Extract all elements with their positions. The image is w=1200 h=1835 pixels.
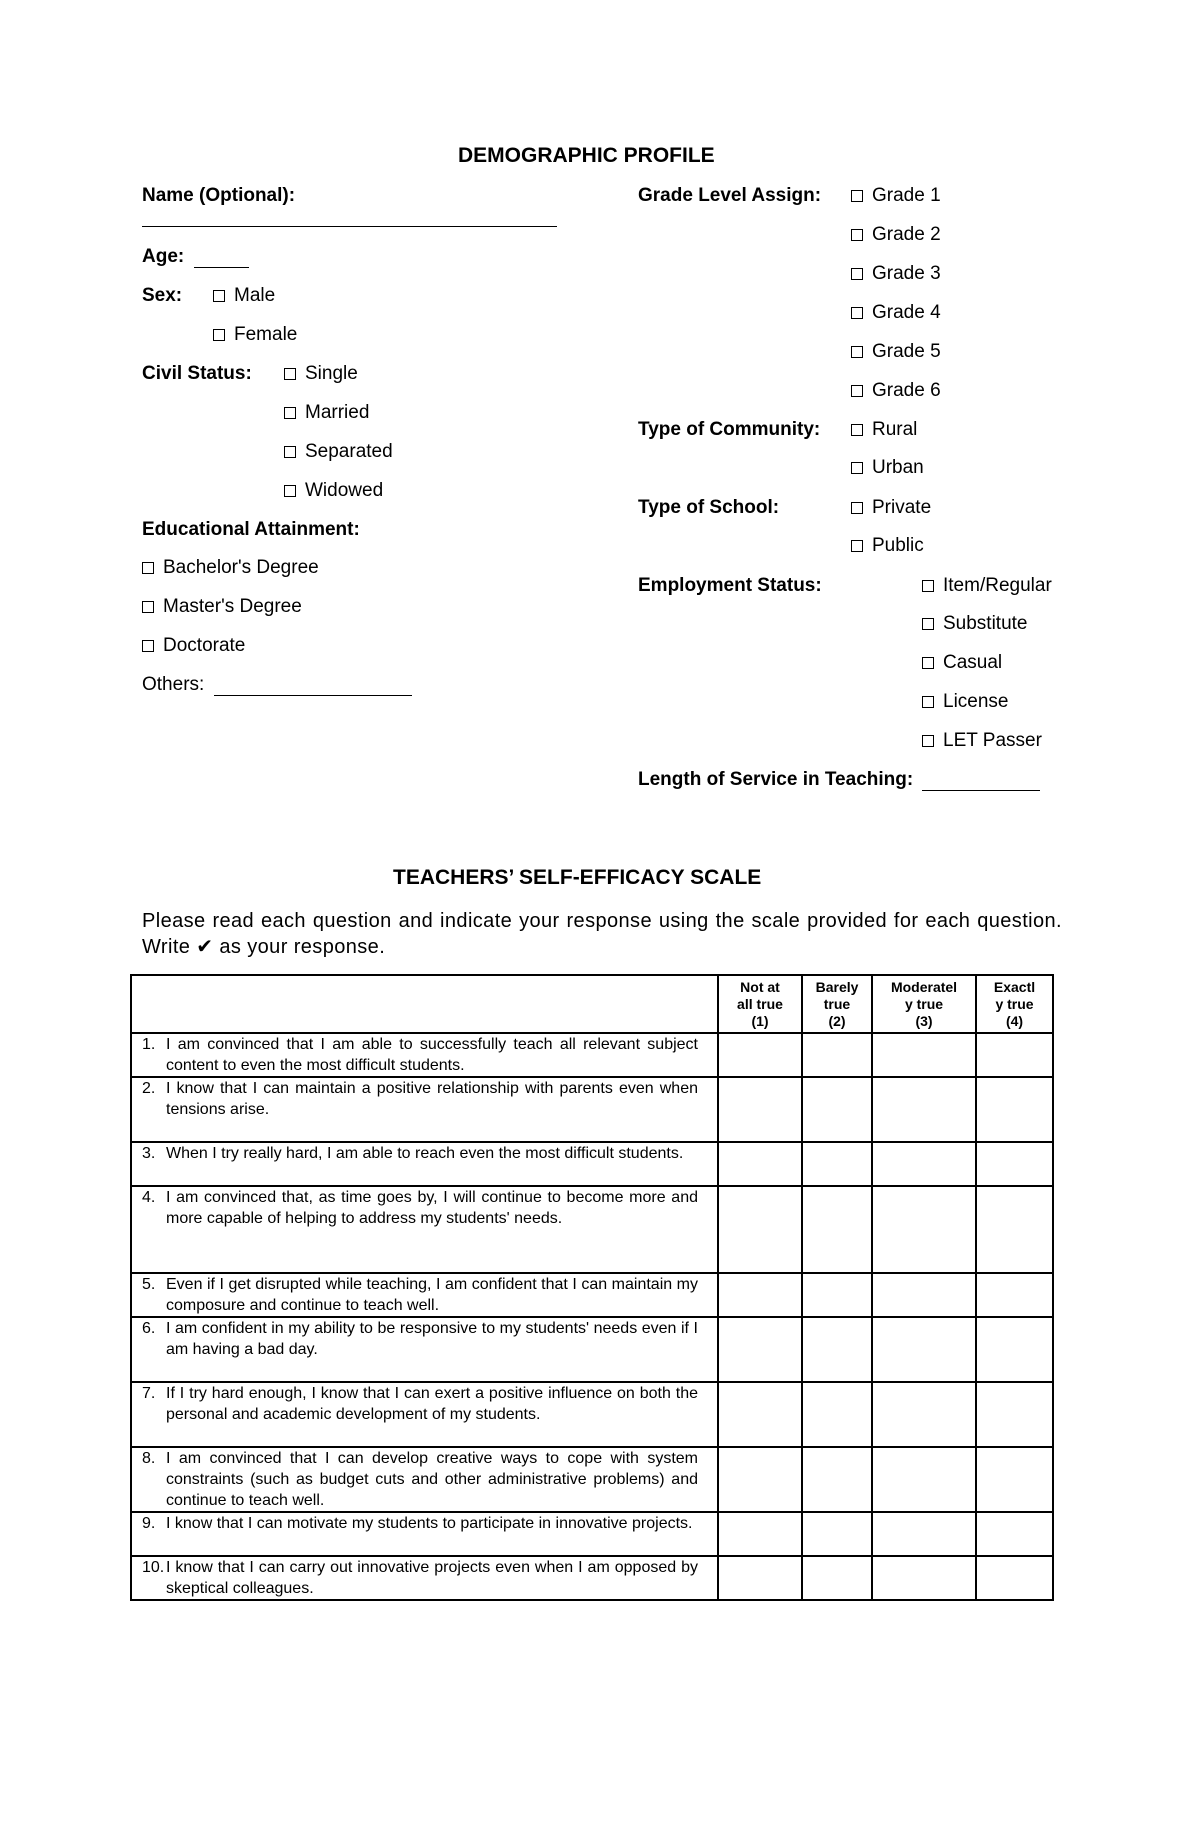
table-row [131,1142,1053,1186]
response-cell-4[interactable] [976,1556,1053,1600]
response-cell-1[interactable] [718,1512,802,1556]
scale-instruction: Please read each question and indicate your response using the scale provided for each question. Write ✔ as your response. [142,910,1062,958]
question-cell: 2. I know that I can maintain a positive relationship with parents even when tensions arise. [131,1077,718,1142]
table-row [131,1382,1053,1447]
checkbox-icon[interactable] [284,407,296,419]
table-row [131,1273,1053,1317]
response-cell-1[interactable] [718,1186,802,1273]
response-cell-3[interactable] [872,1077,976,1142]
checkbox-icon[interactable] [922,657,934,669]
civil-option-married[interactable]: Married [284,402,369,424]
service-blank[interactable] [922,772,1040,791]
response-cell-4[interactable] [976,1317,1053,1382]
employment-option-casual[interactable]: Casual [922,652,1002,674]
response-cell-3[interactable] [872,1512,976,1556]
age-label: Age: [142,246,185,267]
response-cell-3[interactable] [872,1186,976,1273]
response-cell-3[interactable] [872,1033,976,1077]
response-cell-2[interactable] [802,1556,872,1600]
response-cell-4[interactable] [976,1447,1053,1512]
checkbox-icon[interactable] [922,735,934,747]
employment-option-license[interactable]: License [922,691,1009,713]
civil-option-single[interactable]: Single [284,363,358,385]
response-cell-2[interactable] [802,1142,872,1186]
checkbox-icon[interactable] [851,190,863,202]
community-option-rural[interactable]: Rural [851,419,917,441]
others-label: Others: [142,674,205,695]
age-blank[interactable] [194,249,249,268]
scale-title: TEACHERS’ SELF-EFFICACY SCALE [393,866,762,889]
response-cell-3[interactable] [872,1556,976,1600]
community-option-urban[interactable]: Urban [851,457,924,479]
response-cell-3[interactable] [872,1142,976,1186]
self-efficacy-table [130,974,1054,1601]
name-blank[interactable] [142,208,557,227]
community-label: Type of Community: [638,419,821,440]
response-cell-3[interactable] [872,1447,976,1512]
question-cell: 5. Even if I get disrupted while teaching, I am confident that I can maintain my composure and continue to teach well. [131,1273,718,1317]
question-cell: 1. I am convinced that I am able to successfully teach all relevant subject content to even the most difficult students. [131,1033,718,1077]
checkbox-icon[interactable] [922,696,934,708]
sex-option-female[interactable]: Female [213,324,297,346]
response-cell-1[interactable] [718,1033,802,1077]
table-row [131,1033,1053,1077]
response-cell-2[interactable] [802,1077,872,1142]
response-cell-1[interactable] [718,1317,802,1382]
sex-option-male[interactable]: Male [213,285,275,307]
table-row [131,1317,1053,1382]
employment-label: Employment Status: [638,575,822,596]
demographic-title: DEMOGRAPHIC PROFILE [458,144,715,167]
question-cell: 10. I know that I can carry out innovative projects even when I am opposed by skeptical colleagues. [131,1556,718,1600]
header-scale-2: Barely true (2) [802,975,872,1033]
table-row [131,1512,1053,1556]
question-cell: 6. I am confident in my ability to be responsive to my students' needs even if I am having a bad day. [131,1317,718,1382]
response-cell-4[interactable] [976,1382,1053,1447]
response-cell-3[interactable] [872,1317,976,1382]
response-cell-1[interactable] [718,1382,802,1447]
question-cell: 9. I know that I can motivate my students to participate in innovative projects. [131,1512,718,1556]
response-cell-2[interactable] [802,1273,872,1317]
checkbox-icon[interactable] [284,485,296,497]
checkbox-icon[interactable] [851,229,863,241]
response-cell-4[interactable] [976,1186,1053,1273]
response-cell-4[interactable] [976,1033,1053,1077]
checkbox-icon[interactable] [851,424,863,436]
sex-label: Sex: [142,285,183,306]
checkbox-icon[interactable] [851,540,863,552]
grade-option-6[interactable]: Grade 6 [851,380,941,402]
table-row [131,1556,1053,1600]
response-cell-4[interactable] [976,1077,1053,1142]
grade-level-label: Grade Level Assign: [638,185,822,206]
response-cell-2[interactable] [802,1382,872,1447]
response-cell-4[interactable] [976,1512,1053,1556]
response-cell-2[interactable] [802,1512,872,1556]
service-label: Length of Service in Teaching: [638,769,914,790]
question-cell: 7. If I try hard enough, I know that I can exert a positive influence on both the personal and academic development of my students. [131,1382,718,1447]
checkbox-icon[interactable] [284,368,296,380]
checkbox-icon[interactable] [851,462,863,474]
response-cell-1[interactable] [718,1447,802,1512]
response-cell-1[interactable] [718,1077,802,1142]
question-cell: 3. When I try really hard, I am able to reach even the most difficult students. [131,1142,718,1186]
grade-option-2[interactable]: Grade 2 [851,224,941,246]
edu-option-bachelors[interactable]: Bachelor's Degree [142,557,319,579]
others-blank[interactable] [214,677,412,696]
question-cell: 4. I am convinced that, as time goes by, I will continue to become more and more capable of helping to address my students' needs. [131,1186,718,1273]
response-cell-3[interactable] [872,1273,976,1317]
grade-option-3[interactable]: Grade 3 [851,263,941,285]
grade-option-5[interactable]: Grade 5 [851,341,941,363]
checkbox-icon[interactable] [851,307,863,319]
employment-option-let-passer[interactable]: LET Passer [922,730,1042,752]
checkbox-icon[interactable] [213,329,225,341]
name-label: Name (Optional): [142,185,296,206]
checkbox-icon[interactable] [213,290,225,302]
civil-option-separated[interactable]: Separated [284,441,393,463]
school-option-public[interactable]: Public [851,535,924,557]
response-cell-2[interactable] [802,1447,872,1512]
response-cell-2[interactable] [802,1186,872,1273]
response-cell-1[interactable] [718,1142,802,1186]
response-cell-4[interactable] [976,1142,1053,1186]
header-scale-4: Exactl y true (4) [976,975,1053,1033]
table-row [131,1447,1053,1512]
education-label: Educational Attainment: [142,519,360,540]
response-cell-3[interactable] [872,1382,976,1447]
employment-option-substitute[interactable]: Substitute [922,613,1028,635]
question-cell: 8. I am convinced that I can develop creative ways to cope with system constraints (such as budget cuts and other administrative problems) and continue to teach well. [131,1447,718,1512]
header-scale-3: Moderatel y true (3) [872,975,976,1033]
school-option-private[interactable]: Private [851,497,931,519]
checkbox-icon[interactable] [851,268,863,280]
table-row [131,1186,1053,1273]
checkbox-icon[interactable] [142,601,154,613]
table-header-row [131,975,1053,1033]
employment-option-regular[interactable]: Item/Regular [922,575,1052,597]
grade-option-1[interactable]: Grade 1 [851,185,941,207]
response-cell-2[interactable] [802,1317,872,1382]
school-type-label: Type of School: [638,497,780,518]
checkbox-icon[interactable] [142,562,154,574]
civil-status-label: Civil Status: [142,363,252,384]
checkbox-icon[interactable] [851,385,863,397]
checkbox-icon[interactable] [922,618,934,630]
edu-option-masters[interactable]: Master's Degree [142,596,302,618]
response-cell-4[interactable] [976,1273,1053,1317]
age-row [142,246,249,268]
service-row [638,769,1040,791]
checkbox-icon[interactable] [284,446,296,458]
table-row [131,1077,1053,1142]
checkbox-icon[interactable] [142,640,154,652]
response-cell-1[interactable] [718,1556,802,1600]
edu-option-doctorate[interactable]: Doctorate [142,635,245,657]
checkbox-icon[interactable] [851,502,863,514]
others-row [142,674,412,696]
response-cell-1[interactable] [718,1273,802,1317]
grade-option-4[interactable]: Grade 4 [851,302,941,324]
header-scale-1: Not at all true (1) [718,975,802,1033]
response-cell-2[interactable] [802,1033,872,1077]
checkbox-icon[interactable] [851,346,863,358]
checkbox-icon[interactable] [922,580,934,592]
header-statement [131,975,718,1033]
civil-option-widowed[interactable]: Widowed [284,480,383,502]
